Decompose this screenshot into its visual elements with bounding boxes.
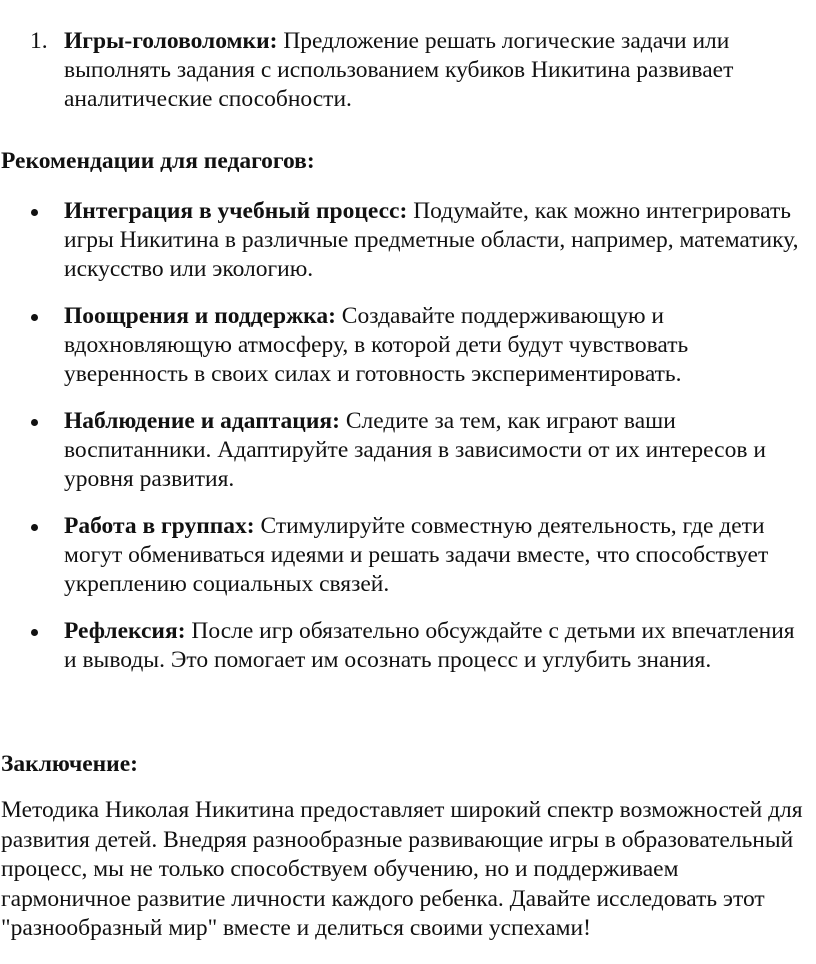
bullet-icon	[31, 629, 38, 636]
list-item	[0, 617, 816, 722]
list-item-body	[64, 197, 809, 284]
numbered-list-item	[0, 27, 816, 114]
list-item-body	[64, 617, 809, 675]
list-item-body	[64, 302, 809, 389]
list-item-text: Следите за тем, как играют ваши воспитанники. Адаптируйте задания в зависимости от их интересов и уровня развития.	[64, 408, 766, 492]
list-item-text: Стимулируйте совместную деятельность, где дети могут обмениваться идеями и решать задачи вместе, что способствует укреплению социальных связей.	[64, 513, 769, 597]
list-item-title: Интеграция в учебный процесс:	[64, 198, 408, 224]
list-item	[0, 512, 816, 617]
bullet-icon	[31, 419, 38, 426]
list-item	[0, 197, 816, 302]
list-item	[0, 407, 816, 512]
list-item-text: После игр обязательно обсуждайте с детьми их впечатления и выводы. Это помогает им осознать процесс и углубить знания.	[64, 618, 795, 673]
recommendations-list	[0, 197, 816, 722]
list-item-text: Подумайте, как можно интегрировать игры Никитина в различные предметные области, например, математику, искусство или экологию.	[64, 198, 799, 282]
bullet-icon	[31, 524, 38, 531]
list-item-body	[64, 512, 809, 599]
list-item-title: Рефлексия:	[64, 618, 186, 644]
conclusion-heading: Заключение:	[1, 751, 138, 777]
list-item-body	[64, 27, 804, 114]
list-item	[0, 302, 816, 407]
bullet-icon	[31, 314, 38, 321]
list-item-text: Предложение решать логические задачи или выполнять задания с использованием кубиков Никитина развивает аналитические способности.	[64, 28, 734, 112]
list-item-title: Работа в группах:	[64, 513, 255, 539]
list-item-title: Поощрения и поддержка:	[64, 303, 336, 329]
bullet-icon	[31, 209, 38, 216]
list-item-text: Создавайте поддерживающую и вдохновляющую атмосферу, в которой дети будут чувствовать уверенность в своих силах и готовность экспериментировать.	[64, 303, 689, 387]
recommendations-heading: Рекомендации для педагогов:	[1, 148, 315, 174]
list-item-title: Игры-головоломки:	[64, 28, 278, 54]
conclusion-paragraph: Методика Николая Никитина предоставляет широкий спектр возможностей для развития детей. Внедряя разнообразные развивающие игры в образовательный процесс, мы не только способствуем обучению, но и поддерживаем гармоничное развитие личности каждого ребенка. Давайте исследовать этот "разнообразный мир" вместе и делиться своими успехами!	[1, 797, 803, 941]
list-item-body	[64, 407, 809, 494]
list-number: 1.	[30, 28, 48, 54]
list-item-title: Наблюдение и адаптация:	[64, 408, 340, 434]
